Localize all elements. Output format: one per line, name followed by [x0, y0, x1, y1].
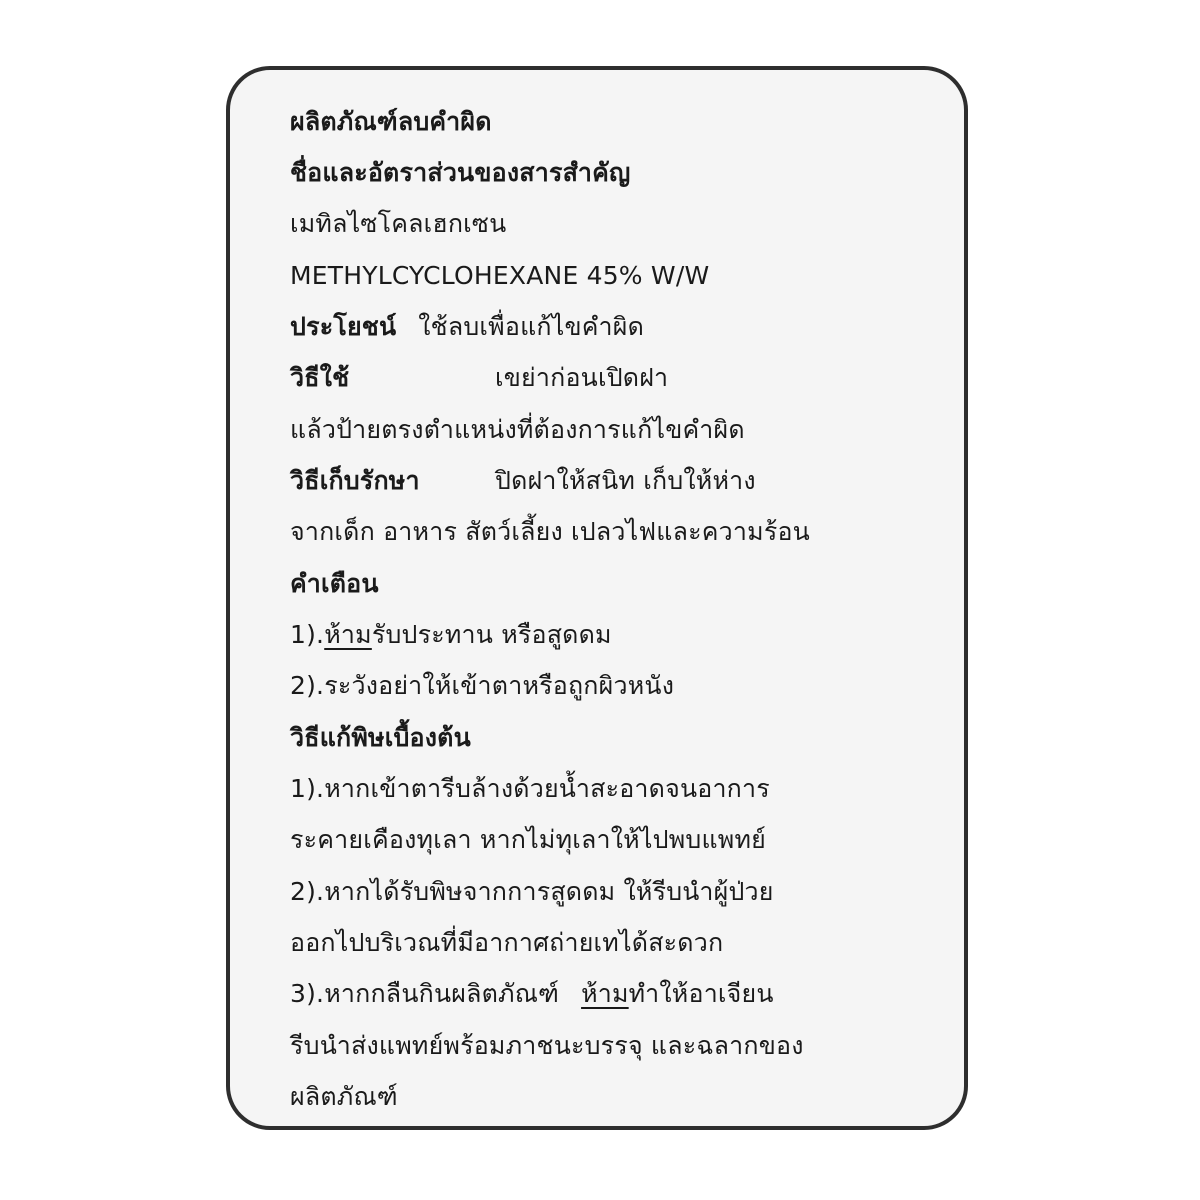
storage-text-2: จากเด็ก อาหาร สัตว์เลี้ยง เปลวไฟและความร้อน [290, 517, 810, 546]
firstaid-2b: ออกไปบริเวณที่มีอากาศถ่ายเทได้สะดวก [290, 928, 724, 957]
benefit-heading: ประโยชน์ [290, 312, 397, 341]
storage-text: ปิดฝาให้สนิท เก็บให้ห่าง [495, 466, 756, 495]
firstaid-heading: วิธีแก้พิษเบื้องต้น [290, 723, 471, 752]
ingredient-thai: เมทิลไซโคลเฮกเซน [290, 209, 507, 238]
warning-item-2: 2).ระวังอย่าให้เข้าตาหรือถูกผิวหนัง [290, 671, 675, 700]
storage-line [290, 464, 910, 498]
benefit-line [290, 310, 644, 344]
firstaid-3a [290, 977, 774, 1011]
firstaid-2a: 2).หากได้รับพิษจากการสูดดม ให้รีบนำผู้ป่วย [290, 877, 774, 906]
usage-text-2: แล้วป้ายตรงตำแหน่งที่ต้องการแก้ไขคำผิด [290, 415, 745, 444]
firstaid-3a-emphasis: ห้าม [581, 979, 629, 1008]
warning-1-rest: รับประทาน หรือสูดดม [371, 620, 612, 649]
usage-text: เขย่าก่อนเปิดฝา [495, 363, 669, 392]
warning-1-emphasis: ห้าม [324, 620, 372, 649]
firstaid-1b: ระคายเคืองทุเลา หากไม่ทุเลาให้ไปพบแพทย์ [290, 825, 766, 854]
firstaid-3b: รีบนำส่งแพทย์พร้อมภาชนะบรรจุ และฉลากของ [290, 1031, 804, 1060]
firstaid-3a-rest: ทำให้อาเจียน [628, 979, 774, 1008]
usage-line [290, 361, 910, 395]
warning-heading: คำเตือน [290, 569, 379, 598]
firstaid-3c: ผลิตภัณฑ์ [290, 1082, 398, 1111]
firstaid-3a-prefix: 3).หากกลืนกินผลิตภัณฑ์ [290, 979, 560, 1008]
product-type: ผลิตภัณฑ์ลบคำผิด [290, 107, 492, 136]
usage-heading: วิธีใช้ [290, 363, 350, 392]
benefit-text: ใช้ลบเพื่อแก้ไขคำผิด [418, 312, 645, 341]
storage-heading: วิธีเก็บรักษา [290, 466, 420, 495]
firstaid-1a: 1).หากเข้าตารีบล้างด้วยน้ำสะอาดจนอาการ [290, 774, 770, 803]
warning-1-prefix: 1). [290, 620, 325, 649]
warning-item-1 [290, 618, 612, 652]
ingredient-english: METHYLCYCLOHEXANE 45% W/W [290, 261, 710, 290]
ingredients-heading: ชื่อและอัตราส่วนของสารสำคัญ [290, 158, 631, 187]
